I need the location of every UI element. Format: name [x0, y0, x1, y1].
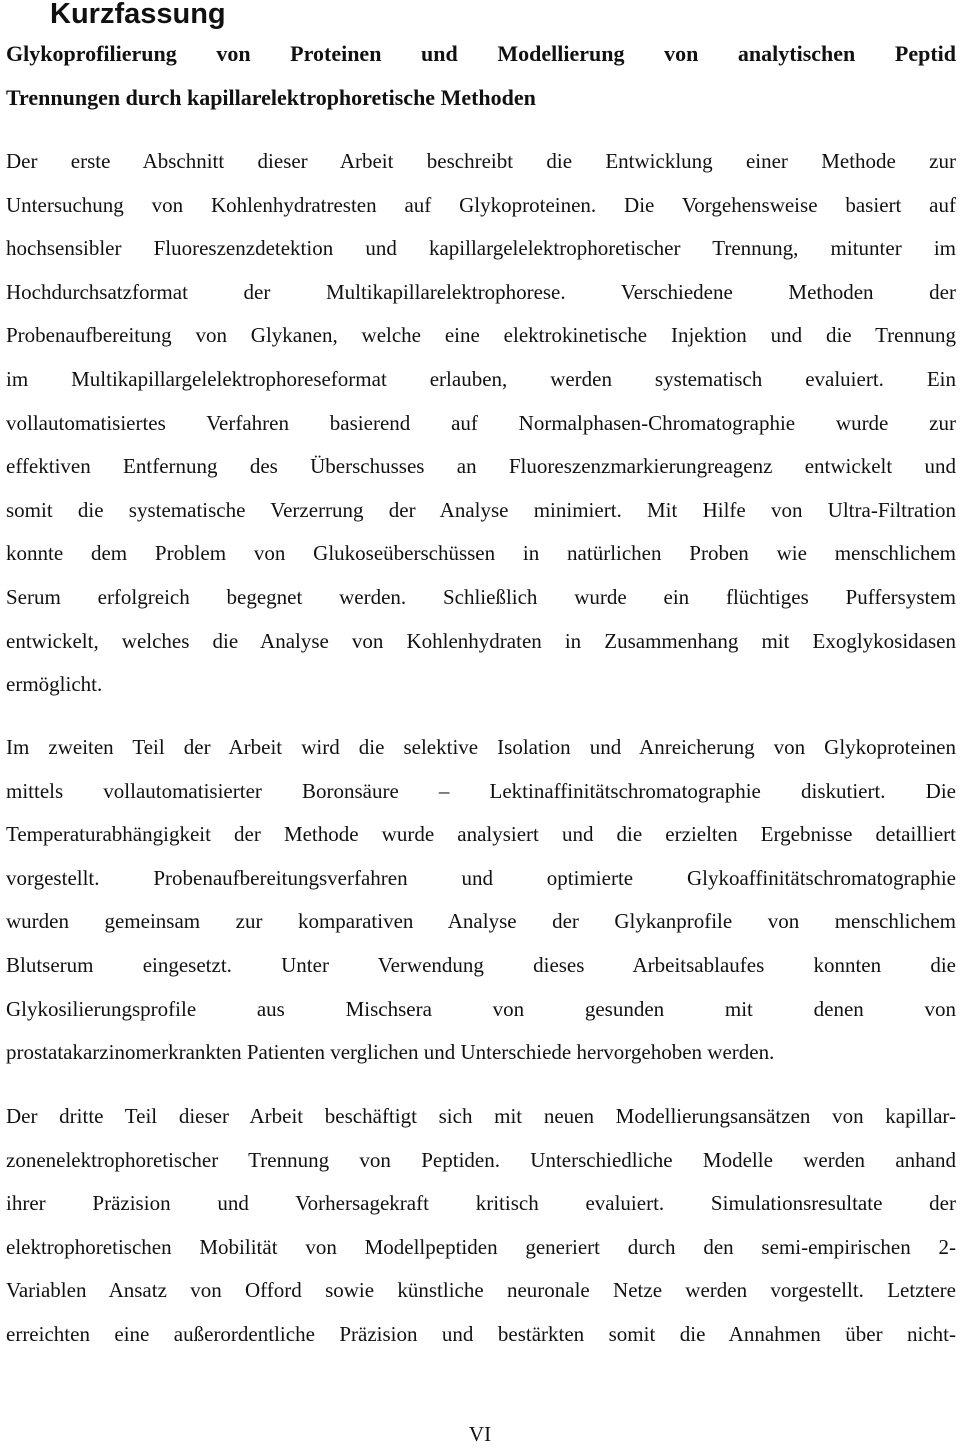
text-line: Untersuchung von Kohlenhydratresten auf Glykoproteinen. Die Vorgehensweise basiert auf	[6, 192, 956, 217]
text-line: Der dritte Teil dieser Arbeit beschäftigt sich mit neuen Modellierungsansätzen von kapillar-	[6, 1104, 956, 1128]
text-line: erreichten eine außerordentliche Präzision und bestärkten somit die Annahmen über nicht-	[6, 1321, 956, 1346]
thesis-title	[6, 32, 956, 119]
text-line: Der erste Abschnitt dieser Arbeit beschreibt die Entwicklung einer Methode zur	[6, 149, 956, 173]
text-line: hochsensibler Fluoreszenzdetektion und kapillargelelektrophoretischer Trennung, mitunter im	[6, 236, 956, 261]
text-line: ermöglicht.	[6, 672, 103, 697]
text-line: Hochdurchsatzformat der Multikapillarelektrophorese. Verschiedene Methoden der	[6, 279, 956, 304]
text-line: mittels vollautomatisierter Boronsäure – Lektinaffinitätschromatographie diskutiert. Die	[6, 778, 956, 803]
paragraph-part-one	[6, 140, 956, 707]
section-heading: Kurzfassung	[50, 0, 226, 30]
paragraph-part-two	[6, 726, 956, 1075]
title-line: Glykoprofilierung von Proteinen und Modellierung von analytischen Peptid	[6, 41, 956, 66]
text-line: Variablen Ansatz von Offord sowie künstliche neuronale Netze werden vorgestellt. Letztere	[6, 1278, 956, 1303]
text-line: somit die systematische Verzerrung der Analyse minimiert. Mit Hilfe von Ultra-Filtration	[6, 497, 956, 522]
text-line: Glykosilierungsprofile aus Mischsera von gesunden mit denen von	[6, 996, 956, 1021]
text-line: vollautomatisiertes Verfahren basierend auf Normalphasen-Chromatographie wurde zur	[6, 410, 956, 435]
text-line: im Multikapillargelelektrophoreseformat erlauben, werden systematisch evaluiert. Ein	[6, 366, 956, 391]
text-line: zonenelektrophoretischer Trennung von Peptiden. Unterschiedliche Modelle werden anhand	[6, 1147, 956, 1172]
text-line: effektiven Entfernung des Überschusses an Fluoreszenzmarkierungreagenz entwickelt und	[6, 454, 956, 479]
paragraph-part-three	[6, 1095, 956, 1357]
text-line: ihrer Präzision und Vorhersagekraft kritisch evaluiert. Simulationsresultate der	[6, 1191, 956, 1216]
text-line: wurden gemeinsam zur komparativen Analyse der Glykanprofile von menschlichem	[6, 909, 956, 934]
text-line: vorgestellt. Probenaufbereitungsverfahren und optimierte Glykoaffinitätschromatographie	[6, 865, 956, 890]
text-line: Temperaturabhängigkeit der Methode wurde analysiert und die erzielten Ergebnisse detailliert	[6, 822, 956, 847]
text-line: elektrophoretischen Mobilität von Modellpeptiden generiert durch den semi-empirischen 2-	[6, 1234, 956, 1259]
text-line: Serum erfolgreich begegnet werden. Schließlich wurde ein flüchtiges Puffersystem	[6, 584, 956, 609]
text-line: Blutserum eingesetzt. Unter Verwendung dieses Arbeitsablaufes konnten die	[6, 952, 956, 977]
title-line: Trennungen durch kapillarelektrophoretische Methoden	[6, 84, 536, 110]
page-number: VI	[468, 1422, 492, 1446]
text-line: konnte dem Problem von Glukoseüberschüssen in natürlichen Proben wie menschlichem	[6, 541, 956, 566]
text-line: entwickelt, welches die Analyse von Kohlenhydraten in Zusammenhang mit Exoglykosidasen	[6, 628, 956, 653]
text-line: Probenaufbereitung von Glykanen, welche eine elektrokinetische Injektion und die Trennung	[6, 323, 956, 348]
text-line: Im zweiten Teil der Arbeit wird die selektive Isolation und Anreicherung von Glykoproteinen	[6, 735, 956, 759]
text-line: prostatakarzinomerkrankten Patienten verglichen und Unterschiede hervorgehoben werden.	[6, 1040, 775, 1065]
